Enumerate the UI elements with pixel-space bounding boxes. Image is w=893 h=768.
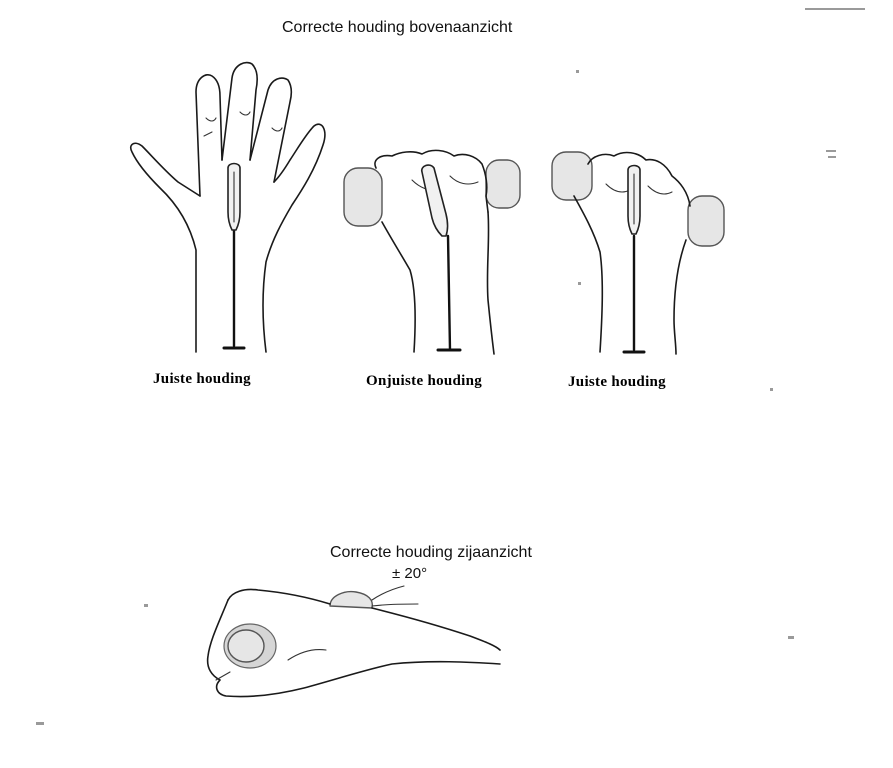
caption-open-hand: Juiste houding (153, 371, 251, 387)
figure-fist-bent-wrist (344, 150, 520, 354)
caption-fist-straight-wrist: Juiste houding (568, 374, 666, 390)
top-view-title: Correcte houding bovenaanzicht (282, 19, 513, 36)
side-view-title: Correcte houding zijaanzicht (330, 544, 532, 561)
figure-fist-straight-wrist (552, 152, 724, 354)
figure-side-view (208, 586, 500, 697)
angle-label: ± 20° (392, 565, 428, 582)
figure-open-hand (131, 63, 325, 352)
caption-fist-bent-wrist: Onjuiste houding (366, 373, 483, 389)
scan-artifacts (36, 8, 865, 725)
